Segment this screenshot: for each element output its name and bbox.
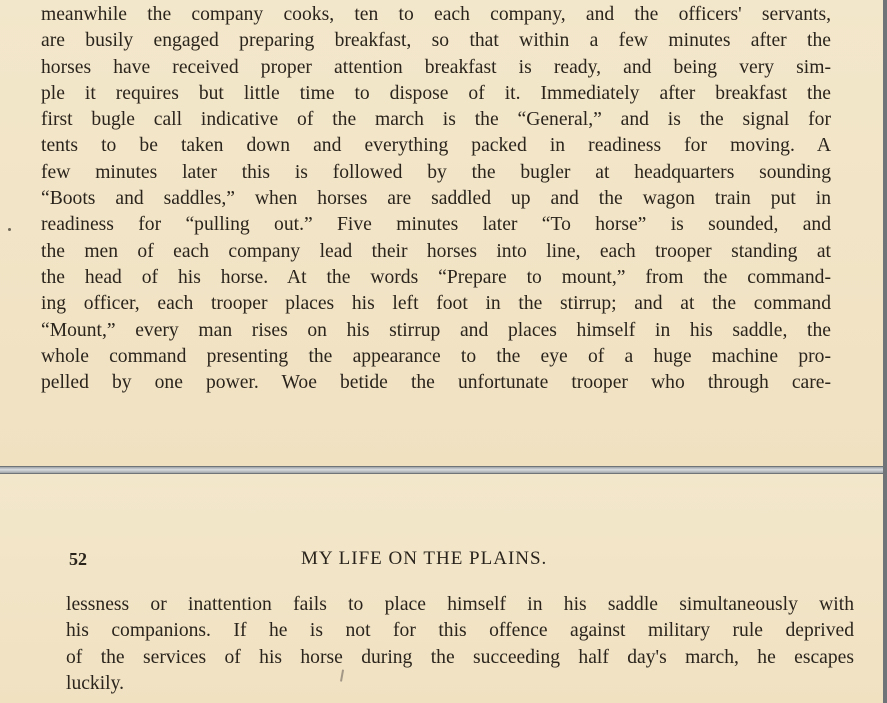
top-page-text — [41, 2, 831, 396]
text-line: whole command presenting the appearance to the eye of a huge machine pro- — [41, 345, 831, 367]
text-line: few minutes later this is followed by the bugler at headquarters sounding — [41, 161, 831, 183]
text-line: meanwhile the company cooks, ten to each company, and the officers' servants, — [41, 4, 831, 25]
running-head: MY LIFE ON THE PLAINS. — [301, 548, 548, 569]
margin-mark — [8, 228, 11, 231]
text-line: lessness or inattention fails to place himself in his saddle simultaneously with — [66, 594, 854, 615]
page-number: 52 — [69, 549, 87, 569]
text-line: his companions. If he is not for this offence against military rule deprived — [66, 620, 854, 642]
text-line: luckily. — [66, 672, 125, 694]
text-line: horses have received proper attention breakfast is ready, and being very sim- — [41, 56, 831, 78]
text-line: of the services of his horse during the succeeding half day's march, he escapes — [66, 646, 854, 668]
text-line: readiness for “pulling out.” Five minutes later “To horse” is sounded, and — [41, 214, 831, 236]
text-line: are busily engaged preparing breakfast, so that within a few minutes after the — [41, 30, 831, 52]
text-line: the head of his horse. At the words “Prepare to mount,” from the command- — [41, 266, 831, 288]
text-line: “Boots and saddles,” when horses are saddled up and the wagon train put in — [41, 188, 831, 210]
text-line: “Mount,” every man rises on his stirrup and places himself in his saddle, the — [41, 319, 831, 341]
page-divider — [0, 466, 887, 474]
text-line: ple it requires but little time to dispose of it. Immediately after breakfast the — [41, 82, 831, 104]
text-line: pelled by one power. Woe betide the unfortunate trooper who through care- — [41, 372, 831, 394]
text-line: first bugle call indicative of the march is the “General,” and is the signal for — [41, 109, 831, 131]
bottom-page-text — [66, 592, 854, 697]
text-line: ing officer, each trooper places his left foot in the stirrup; and at the command — [41, 293, 831, 315]
scroll-edge — [883, 0, 887, 703]
text-line: the men of each company lead their horses into line, each trooper standing at — [41, 240, 831, 262]
text-line: tents to be taken down and everything packed in readiness for moving. A — [41, 135, 831, 157]
